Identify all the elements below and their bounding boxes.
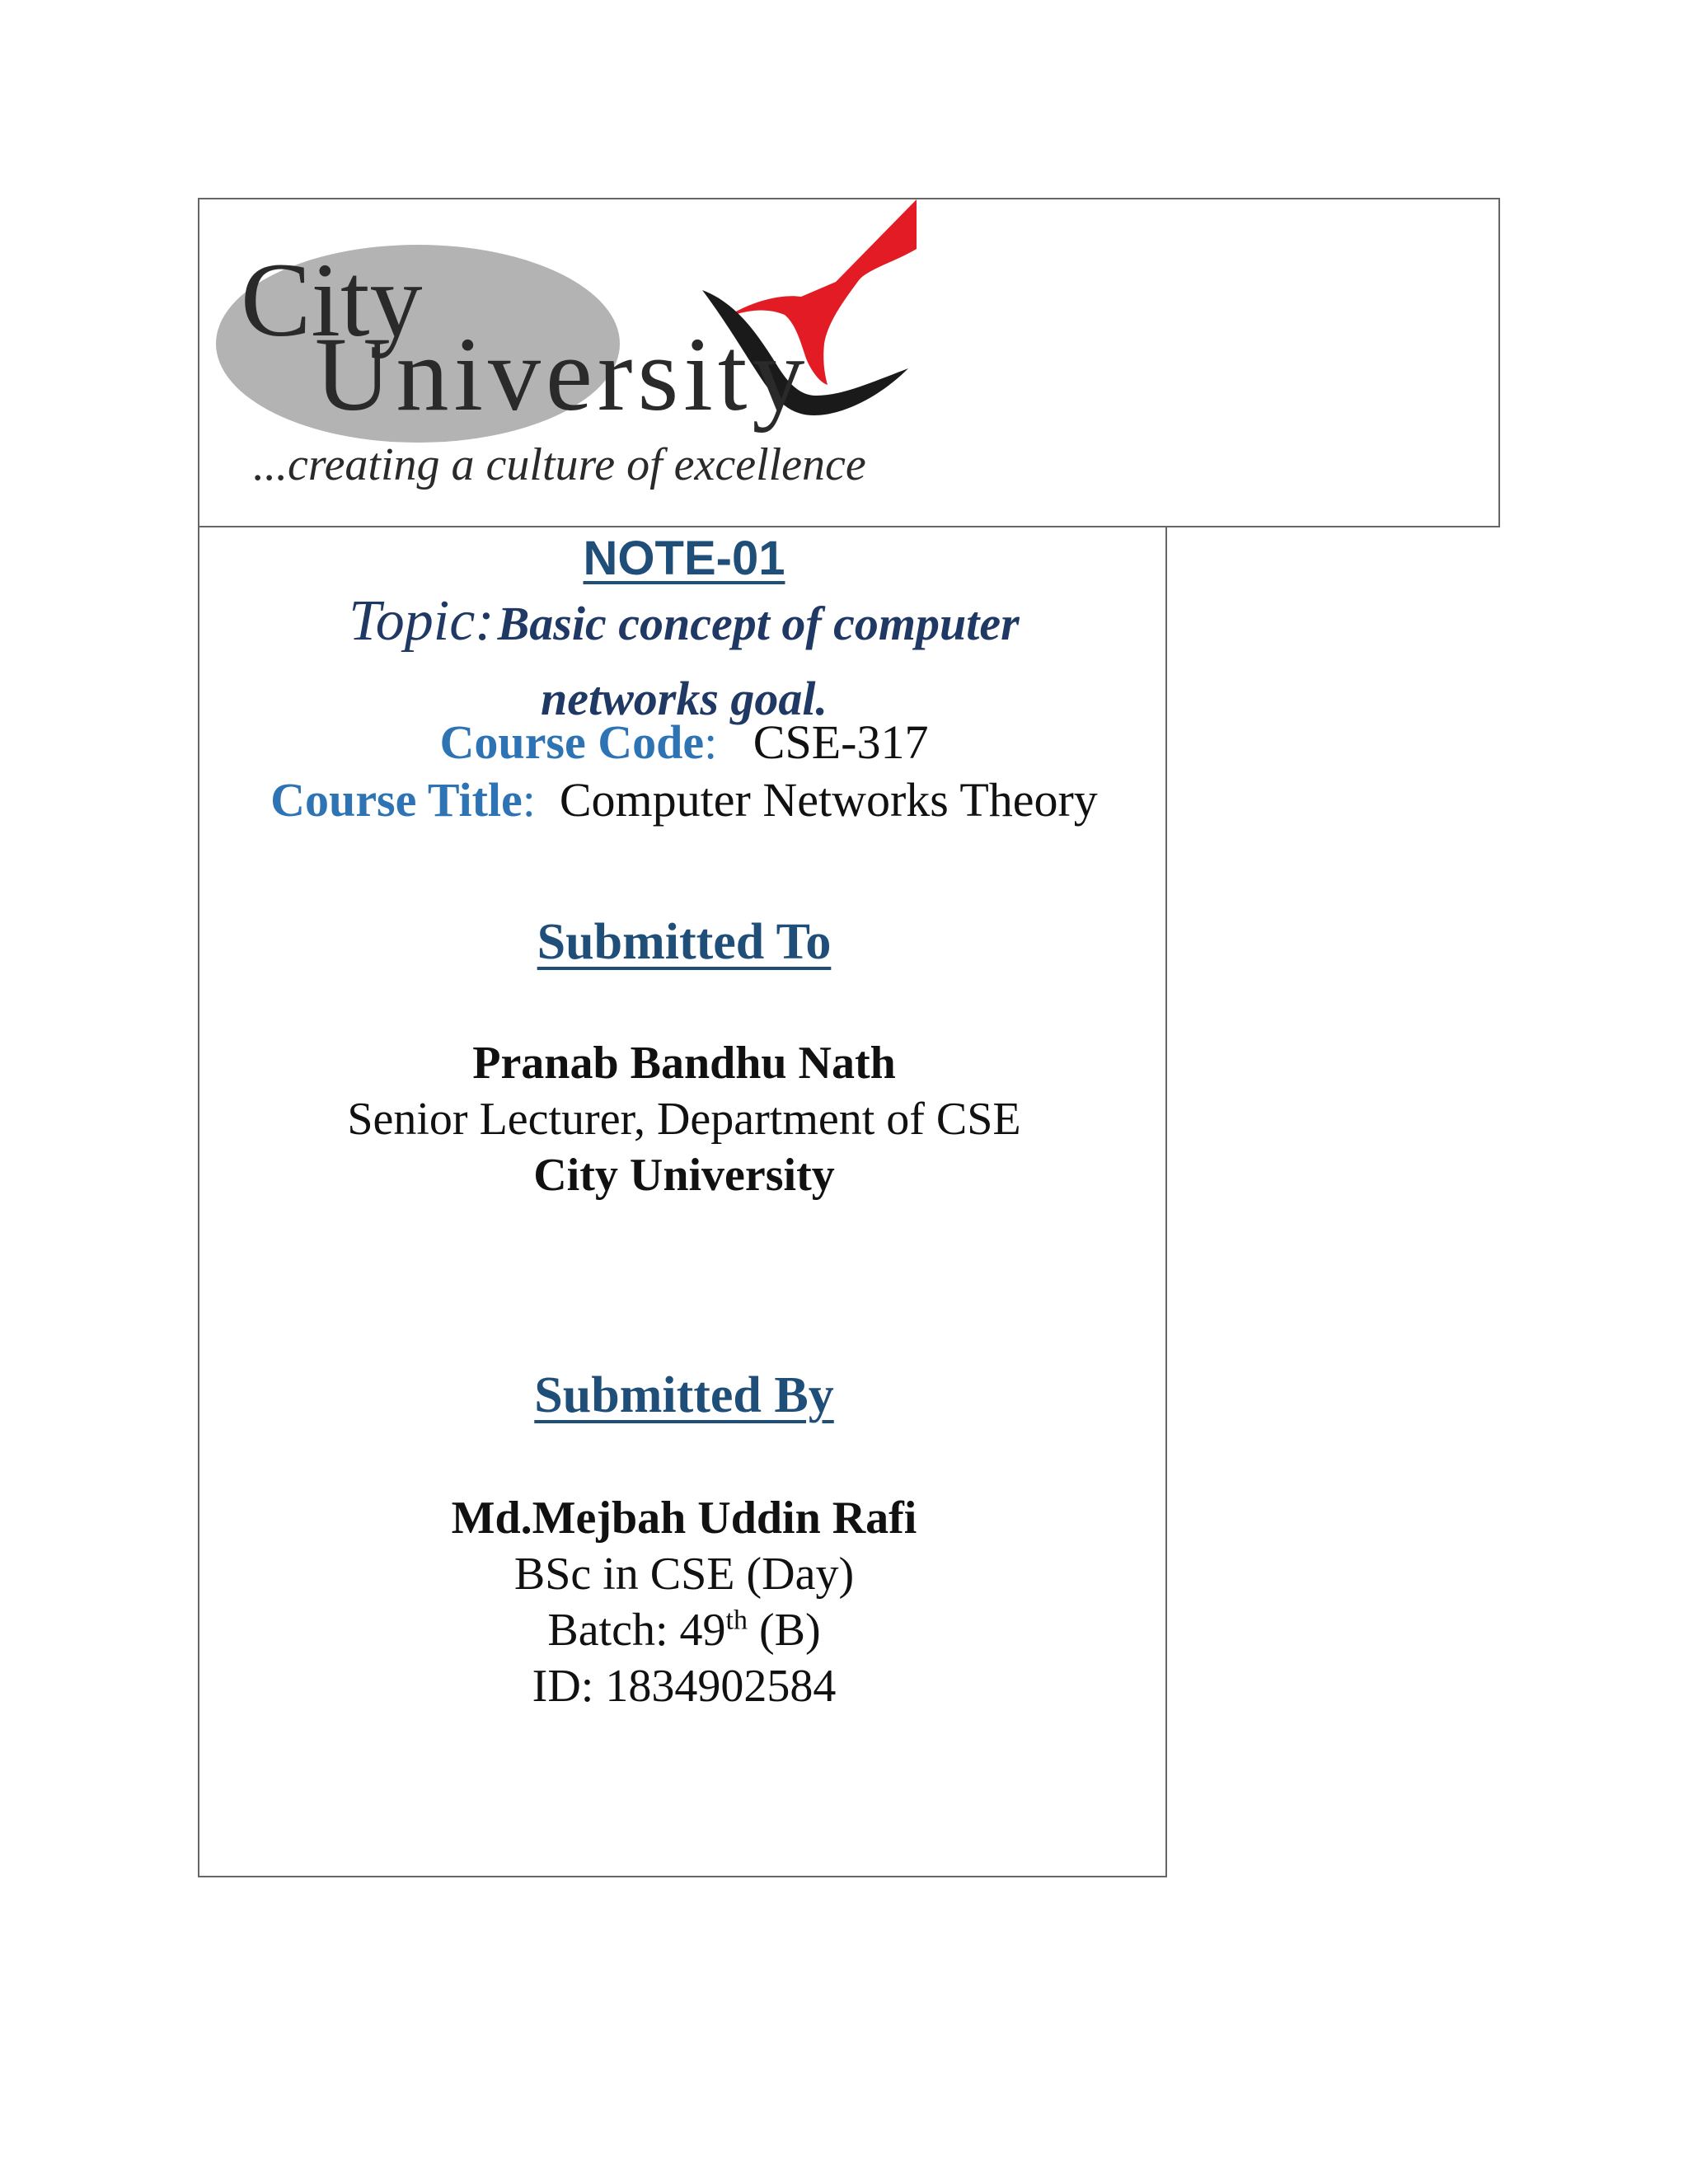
batch-prefix: Batch: 49	[547, 1605, 726, 1656]
student-name: Md.Mejbah Uddin Rafi	[451, 1493, 917, 1544]
course-title-value: Computer Networks Theory	[559, 773, 1098, 827]
logo-university-text: University	[315, 316, 810, 433]
student-program: BSc in CSE (Day)	[513, 1549, 855, 1600]
logo-box	[198, 198, 1500, 527]
course-title-sep: :	[522, 773, 536, 827]
batch-suffix: (B)	[747, 1605, 821, 1656]
submitted-to-heading: Submitted To	[537, 914, 832, 970]
course-code-sep: :	[704, 715, 718, 769]
submitted-by-heading: Submitted By	[534, 1367, 834, 1423]
logo-city-text: City	[241, 241, 423, 359]
cover-content-box	[198, 526, 1167, 1877]
topic-label: Topic:	[349, 589, 495, 653]
supervisor-role: Senior Lecturer, Department of CSE	[347, 1094, 1021, 1145]
course-code-line	[199, 714, 1169, 771]
supervisor-name: Pranab Bandhu Nath	[472, 1038, 896, 1089]
logo-tagline: ...creating a culture of excellence	[253, 439, 866, 490]
student-id: ID: 1834902584	[532, 1661, 837, 1712]
course-code-label: Course Code	[439, 715, 705, 769]
city-university-logo	[208, 199, 1197, 526]
course-code-value: CSE-317	[753, 715, 929, 769]
course-title-line	[199, 771, 1169, 829]
student-batch	[199, 1602, 1169, 1658]
topic-line2: networks goal.	[540, 672, 828, 725]
topic-line1: Basic concept of computer	[497, 597, 1020, 650]
note-title: NOTE-01	[583, 532, 785, 585]
supervisor-institution: City University	[533, 1150, 835, 1201]
batch-sup: th	[725, 1605, 748, 1636]
course-title-label: Course Title	[270, 773, 523, 827]
